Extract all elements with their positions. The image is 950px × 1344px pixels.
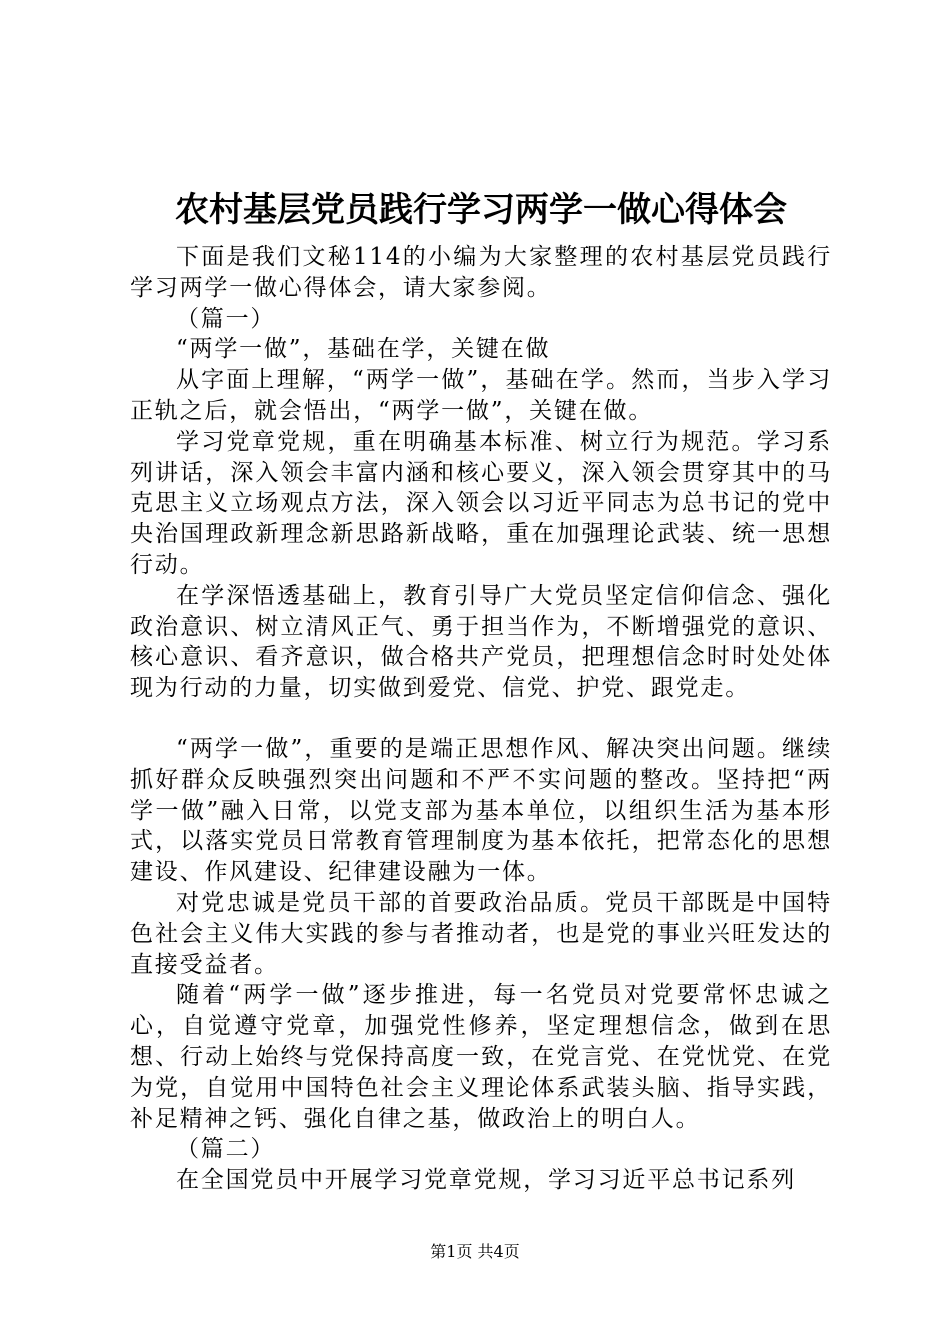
subheading: “两学一做”，基础在学，关键在做: [176, 336, 551, 363]
body-paragraph: 从字面上理解，“两学一做”，基础在学。然而，当步入学习正轨之后，就会悟出，“两学一做”，关键在做。: [130, 367, 832, 424]
body-paragraph: “两学一做”，重要的是端正思想作风、解决突出问题。继续抓好群众反映强烈突出问题和不严不实问题的整改。坚持把“两学一做”融入日常，以党支部为基本单位，以组织生活为基本形式，以落实党员日常教育管理制度为基本依托，把常态化的思想建设、作风建设、纪律建设融为一体。: [130, 735, 832, 886]
document-page: [130, 182, 832, 1196]
body-paragraph: 在全国党员中开展学习党章党规，学习习近平总书记系列: [176, 1167, 796, 1194]
body-paragraph: 对党忠诚是党员干部的首要政治品质。党员干部既是中国特色社会主义伟大实践的参与者推动者，也是党的事业兴旺发达的直接受益者。: [130, 889, 832, 978]
body-paragraph: 学习党章党规，重在明确基本标准、树立行为规范。学习系列讲话，深入领会丰富内涵和核心要义，深入领会贯穿其中的马克思主义立场观点方法，深入领会以习近平同志为总书记的党中央治国理政新理念新思路新战略，重在加强理论武装、统一思想行动。: [130, 428, 832, 578]
section-heading-1: （篇一）: [176, 305, 276, 332]
paragraph-spacer: [130, 704, 832, 734]
body-paragraph: 随着“两学一做”逐步推进，每一名党员对党要常怀忠诚之心，自觉遵守党章，加强党性修养，坚定理想信念，做到在思想、行动上始终与党保持高度一致，在党言党、在党忧党、在党为党，自觉用中国特色社会主义理论体系武装头脑、指导实践，补足精神之钙、强化自律之基，做政治上的明白人。: [130, 982, 832, 1132]
page-footer: 第1页 共4页: [430, 1242, 520, 1261]
intro-paragraph: 下面是我们文秘114的小编为大家整理的农村基层党员践行学习两学一做心得体会，请大家参阅。: [130, 244, 832, 301]
body-paragraph: 在学深悟透基础上，教育引导广大党员坚定信仰信念、强化政治意识、树立清风正气、勇于担当作为，不断增强党的意识、核心意识、看齐意识，做合格共产党员，把理想信念时时处处体现为行动的力量，切实做到爱党、信党、护党、跟党走。: [130, 582, 832, 702]
document-title: 农村基层党员践行学习两学一做心得体会: [175, 190, 787, 230]
section-heading-2: （篇二）: [176, 1136, 276, 1163]
